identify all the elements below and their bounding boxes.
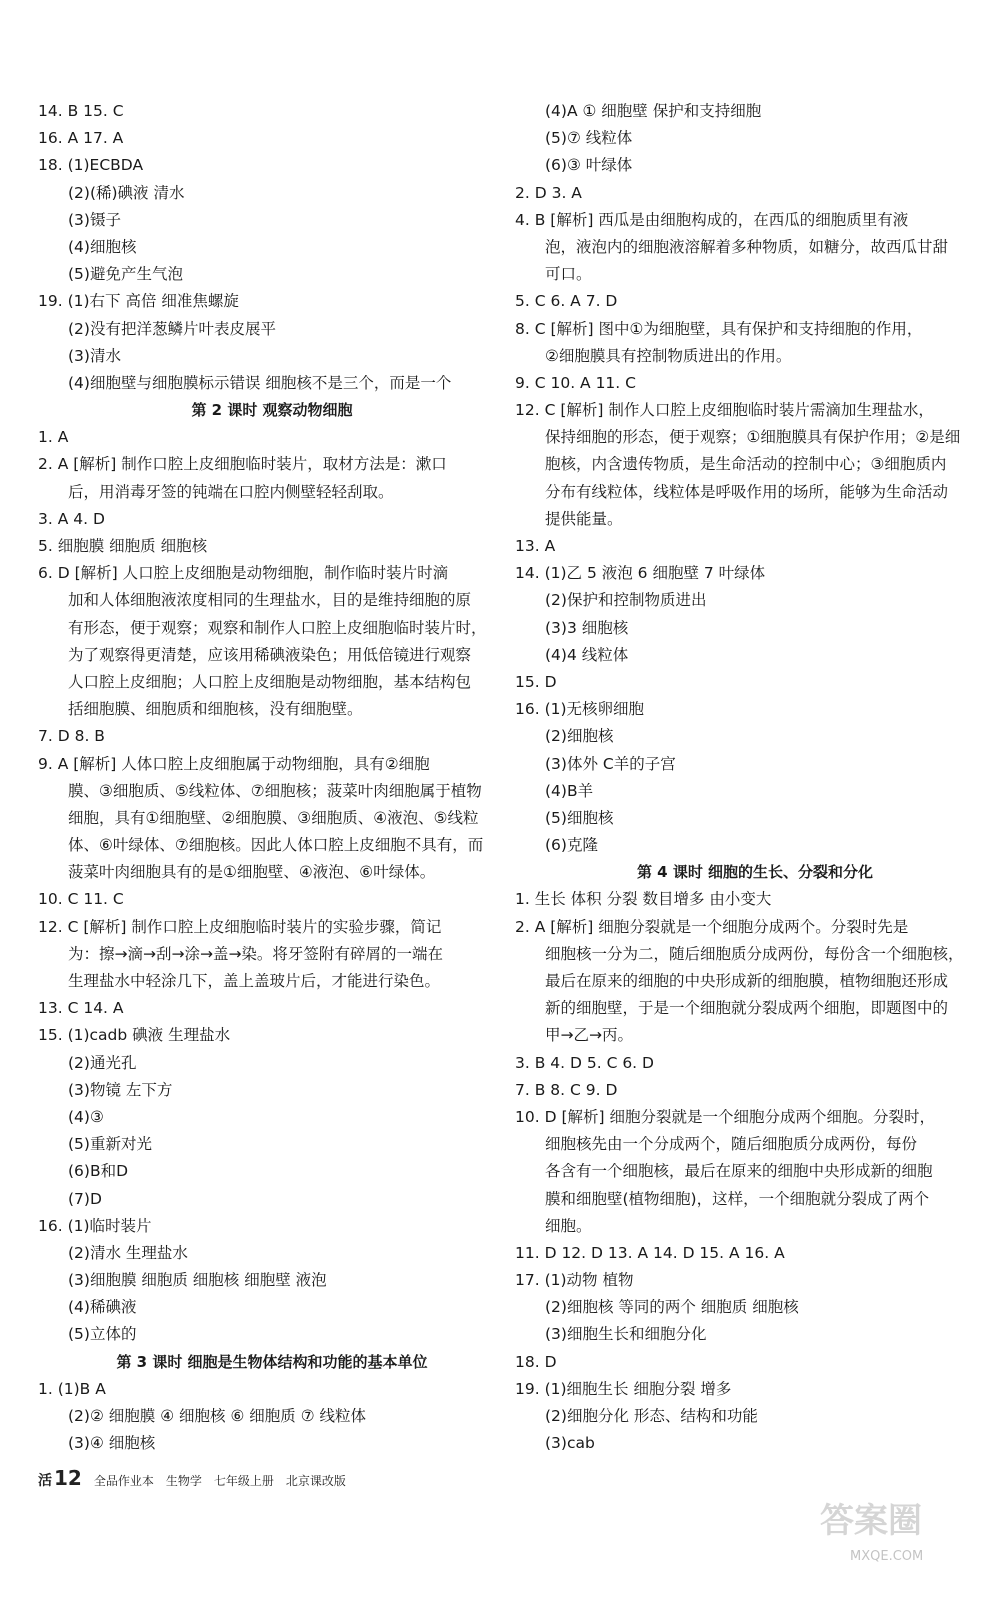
- section-heading: 第 4 课时 细胞的生长、分裂和分化: [636, 863, 874, 882]
- answer-line: ②细胞膜具有控制物质进出的作用。: [545, 346, 792, 365]
- answer-line: 体、⑥叶绿体、⑦细胞核。因此人体口腔上皮细胞不具有，而: [68, 836, 484, 855]
- answer-line: (5)避免产生气泡: [68, 265, 183, 284]
- book-title: 全品作业本: [93, 1474, 154, 1488]
- answer-line: 6. D [解析] 人口腔上皮细胞是动物细胞，制作临时装片时滴: [38, 564, 449, 583]
- answer-line: 最后在原来的细胞的中央形成新的细胞膜，植物细胞还形成: [545, 972, 949, 990]
- answer-line: (2)细胞核 等同的两个 细胞质 细胞核: [545, 1298, 799, 1317]
- right-column: [515, 98, 975, 1457]
- answer-line: (6)B和D: [68, 1162, 129, 1181]
- section-heading: 第 2 课时 观察动物细胞: [191, 401, 353, 420]
- answer-line: (4)A ① 细胞壁 保护和支持细胞: [545, 102, 762, 120]
- answer-line: 16. (1)无核卵细胞: [515, 700, 645, 719]
- answer-line: 19. (1)细胞生长 细胞分裂 增多: [515, 1379, 732, 1398]
- page-number: [38, 1466, 82, 1490]
- answer-line: (2)没有把洋葱鳞片叶表皮展平: [68, 319, 276, 338]
- grade: 七年级上册: [213, 1474, 274, 1488]
- answer-line: 14. (1)乙 5 液泡 6 细胞壁 7 叶绿体: [515, 564, 766, 583]
- answer-line: (2)清水 生理盐水: [68, 1243, 188, 1262]
- answer-line: 3. B 4. D 5. C 6. D: [515, 1053, 654, 1072]
- answer-line: 19. (1)右下 高倍 细准焦螺旋: [38, 292, 239, 311]
- answer-line: (3)cab: [545, 1434, 595, 1453]
- answer-line: (5)重新对光: [68, 1135, 152, 1154]
- answer-line: 后，用消毒牙签的钝端在口腔内侧壁轻轻刮取。: [68, 482, 394, 501]
- answer-line: 13. A: [515, 537, 556, 555]
- page-prefix: 活: [38, 1473, 52, 1489]
- answer-line: (6)③ 叶绿体: [545, 156, 633, 175]
- answer-line: 12. C [解析] 制作人口腔上皮细胞临时装片需滴加生理盐水，: [515, 401, 934, 420]
- answer-line: 2. A [解析] 制作口腔上皮细胞临时装片，取材方法是：漱口: [38, 455, 447, 474]
- answer-line: (4)稀碘液: [68, 1298, 137, 1317]
- answer-line: 生理盐水中轻涂几下，盖上盖玻片后，才能进行染色。: [68, 972, 441, 990]
- answer-line: 细胞核一分为二，随后细胞质分成两份，每份含一个细胞核，: [545, 944, 964, 963]
- answer-line: 17. (1)动物 植物: [515, 1271, 634, 1290]
- answer-line: (5)立体的: [68, 1325, 137, 1344]
- answer-line: 7. B 8. C 9. D: [515, 1080, 618, 1099]
- answer-line: 细胞核先由一个分成两个，随后细胞质分成两份，每份: [545, 1135, 918, 1154]
- answer-line: 13. C 14. A: [38, 999, 124, 1018]
- answer-line: (3)细胞生长和细胞分化: [545, 1325, 707, 1344]
- answer-line: 4. B [解析] 西瓜是由细胞构成的，在西瓜的细胞质里有液: [515, 210, 909, 229]
- answer-line: 1. A: [38, 428, 69, 447]
- answer-line: 9. A [解析] 人体口腔上皮细胞属于动物细胞，具有②细胞: [38, 754, 430, 773]
- answer-line: (5)细胞核: [545, 808, 614, 827]
- answer-line: 甲→乙→丙。: [545, 1026, 633, 1045]
- answer-line: (4)B羊: [545, 781, 594, 800]
- answer-line: (3)清水: [68, 346, 121, 365]
- answer-line: 12. C [解析] 制作口腔上皮细胞临时装片的实验步骤，简记: [38, 917, 442, 936]
- answer-line: 16. A 17. A: [38, 129, 124, 148]
- answer-line: (2)保护和控制物质进出: [545, 591, 707, 610]
- answer-line: (3)镊子: [68, 210, 121, 229]
- answer-line: 14. B 15. C: [38, 102, 124, 120]
- answer-line: 分布有线粒体，线粒体是呼吸作用的场所，能够为生命活动: [545, 482, 949, 501]
- answer-line: (3)物镜 左下方: [68, 1080, 173, 1099]
- answer-line: 新的细胞壁，于是一个细胞就分裂成两个细胞，即题图中的: [545, 999, 949, 1018]
- page-number-value: 12: [54, 1466, 82, 1490]
- answer-line: 2. D 3. A: [515, 183, 582, 202]
- answer-line: 10. D [解析] 细胞分裂就是一个细胞分成两个细胞。分裂时，: [515, 1107, 935, 1126]
- answer-line: 细胞。: [545, 1216, 592, 1235]
- answer-line: 15. D: [515, 672, 557, 691]
- answer-line: 18. D: [515, 1352, 557, 1371]
- answer-line: 18. (1)ECBDA: [38, 156, 144, 175]
- answer-line: 16. (1)临时装片: [38, 1216, 152, 1235]
- answer-line: 可口。: [545, 265, 592, 284]
- answer-line: 2. A [解析] 细胞分裂就是一个细胞分成两个。分裂时先是: [515, 917, 909, 936]
- answer-line: 10. C 11. C: [38, 890, 124, 909]
- section-heading: 第 3 课时 细胞是生物体结构和功能的基本单位: [116, 1352, 428, 1371]
- answer-line: 有形态，便于观察；观察和制作人口腔上皮细胞临时装片时，: [68, 618, 487, 637]
- answer-line: 膜、③细胞质、⑤线粒体、⑦细胞核；菠菜叶肉细胞属于植物: [68, 781, 482, 800]
- answer-line: 为了观察得更清楚，应该用稀碘液染色；用低倍镜进行观察: [68, 645, 472, 664]
- answer-line: 为：擦→滴→刮→涂→盖→染。将牙签附有碎屑的一端在: [68, 944, 443, 963]
- answer-line: 5. 细胞膜 细胞质 细胞核: [38, 537, 208, 555]
- answer-line: 细胞，具有①细胞壁、②细胞膜、③细胞质、④液泡、⑤线粒: [68, 808, 479, 827]
- answer-line: (2)② 细胞膜 ④ 细胞核 ⑥ 细胞质 ⑦ 线粒体: [68, 1407, 367, 1425]
- answer-line: 泡，液泡内的细胞液溶解着多种物质，如糖分，故西瓜甘甜: [545, 237, 949, 256]
- edition: 北京课改版: [285, 1474, 346, 1488]
- left-column: [38, 98, 486, 1457]
- answer-line: (4)细胞核: [68, 237, 137, 256]
- answer-line: 括细胞膜、细胞质和细胞核，没有细胞壁。: [68, 700, 363, 719]
- answer-line: (2)细胞核: [545, 727, 614, 746]
- answer-line: 胞核，内含遗传物质，是生命活动的控制中心；③细胞质内: [545, 455, 947, 474]
- answer-line: 各含有一个细胞核，最后在原来的细胞中央形成新的细胞: [545, 1162, 933, 1181]
- answer-line: (4)③: [68, 1107, 104, 1126]
- answer-line: (2)细胞分化 形态、结构和功能: [545, 1407, 758, 1425]
- answer-line: (4)4 线粒体: [545, 645, 629, 664]
- answer-line: 5. C 6. A 7. D: [515, 292, 618, 311]
- answer-line: 提供能量。: [545, 509, 623, 528]
- answer-line: 菠菜叶肉细胞具有的是①细胞壁、④液泡、⑥叶绿体。: [68, 863, 436, 882]
- answer-line: (3)3 细胞核: [545, 618, 629, 637]
- answer-line: 11. D 12. D 13. A 14. D 15. A 16. A: [515, 1243, 785, 1262]
- answer-line: 加和人体细胞液浓度相同的生理盐水，目的是维持细胞的原: [68, 591, 472, 610]
- watermark-line2: MXQE.COM: [850, 1549, 924, 1564]
- watermark-logo: [810, 1490, 980, 1570]
- answer-line: (3)体外 C羊的子宫: [545, 754, 676, 773]
- answer-line: (2)(稀)碘液 清水: [68, 183, 185, 202]
- answer-line: 7. D 8. B: [38, 727, 105, 746]
- answer-line: (4)细胞壁与细胞膜标示错误 细胞核不是三个，而是一个: [68, 373, 452, 392]
- answer-line: 3. A 4. D: [38, 509, 105, 528]
- answer-line: 1. 生长 体积 分裂 数目增多 由小变大: [515, 890, 772, 909]
- answer-line: (5)⑦ 线粒体: [545, 129, 633, 148]
- answer-line: 膜和细胞壁(植物细胞)，这样，一个细胞就分裂成了两个: [545, 1189, 930, 1208]
- answer-line: (6)克隆: [545, 836, 598, 855]
- answer-line: 15. (1)cadb 碘液 生理盐水: [38, 1026, 231, 1045]
- page-footer: [38, 1466, 346, 1490]
- answer-line: (3)④ 细胞核: [68, 1434, 156, 1453]
- answer-line: 9. C 10. A 11. C: [515, 373, 636, 392]
- subject: 生物学: [165, 1474, 202, 1488]
- answer-line: 人口腔上皮细胞；人口腔上皮细胞是动物细胞，基本结构包: [68, 672, 472, 691]
- answer-line: (2)通光孔: [68, 1053, 137, 1072]
- answer-line: 1. (1)B A: [38, 1379, 106, 1398]
- answer-line: 8. C [解析] 图中①为细胞壁，具有保护和支持细胞的作用，: [515, 319, 923, 338]
- watermark-line1: 答案圈: [820, 1501, 922, 1541]
- answer-line: (7)D: [68, 1189, 102, 1208]
- answer-line: (3)细胞膜 细胞质 细胞核 细胞壁 液泡: [68, 1271, 327, 1290]
- answer-line: 保持细胞的形态，便于观察；①细胞膜具有保护作用；②是细: [545, 428, 961, 447]
